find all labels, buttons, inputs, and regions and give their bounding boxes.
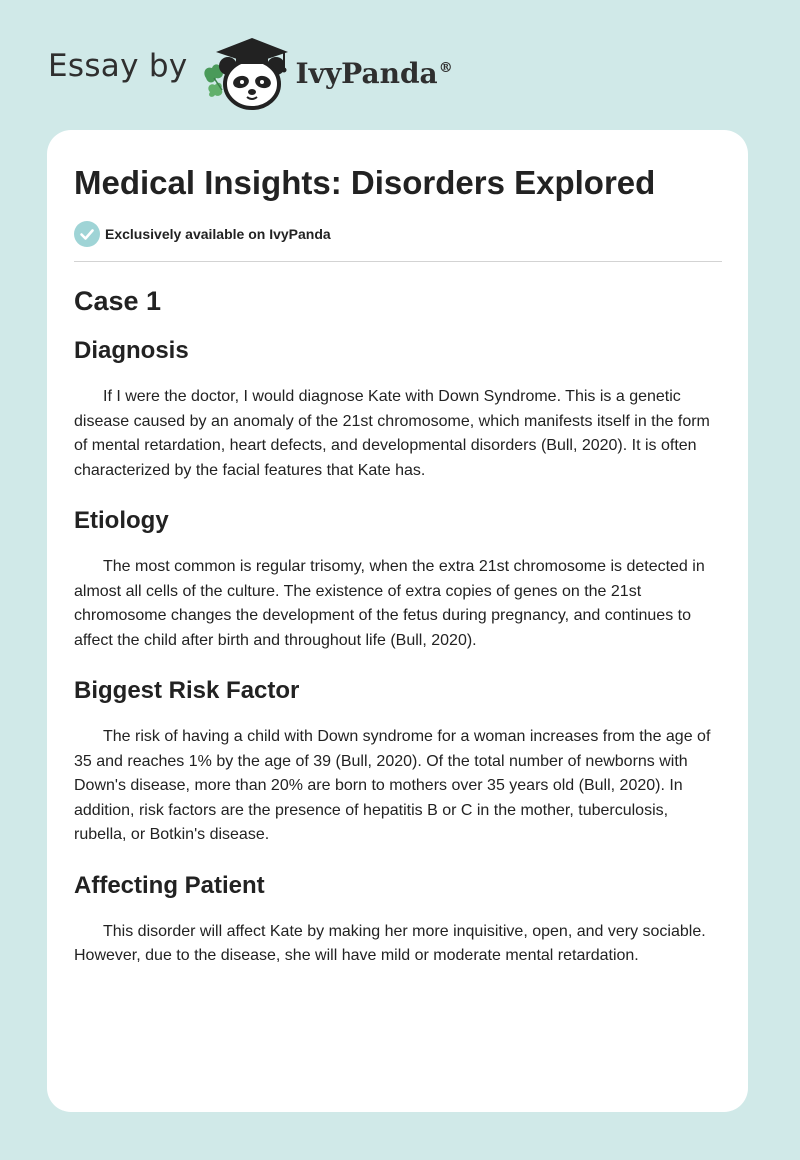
section-biggest-risk-factor bbox=[74, 675, 722, 848]
essay-card bbox=[47, 130, 748, 1112]
ivypanda-logo-icon bbox=[200, 34, 292, 110]
exclusive-badge-label: Exclusively available on IvyPanda bbox=[105, 226, 331, 242]
case-heading: Case 1 bbox=[74, 286, 162, 316]
section-heading: Etiology bbox=[74, 507, 169, 534]
section-diagnosis bbox=[74, 335, 722, 483]
essay-body bbox=[74, 283, 722, 969]
brand-name-text: IvyPanda bbox=[295, 56, 438, 90]
section-paragraph: The risk of having a child with Down syndrome for a woman increases from the age of 35 and reaches 1% by the age of 39 (Bull, 2020). Of the total number of newborns with Down's disease, more than 20% are born to mothers over 35 years old (Bull, 2020). In addition, risk factors are the presence of hepatitis B or C in the mother, tuberculosis, rubella, or Botkin's disease. bbox=[74, 728, 711, 843]
section-etiology bbox=[74, 505, 722, 653]
section-heading: Diagnosis bbox=[74, 337, 189, 364]
registered-mark: ® bbox=[438, 60, 453, 77]
section-heading: Biggest Risk Factor bbox=[74, 677, 300, 704]
title-divider bbox=[74, 261, 722, 262]
section-affecting-patient bbox=[74, 870, 722, 969]
essay-by-label: Essay by bbox=[48, 48, 188, 84]
section-paragraph: The most common is regular trisomy, when the extra 21st chromosome is detected in almost all cells of the culture. The existence of extra copies of genes on the 21st chromosome changes the development of the fetus during pregnancy, and continues to affect the child after birth and throughout life (Bull, 2020). bbox=[74, 558, 705, 649]
brand-name bbox=[296, 57, 453, 90]
page-title: Medical Insights: Disorders Explored bbox=[74, 164, 656, 201]
section-paragraph: This disorder will affect Kate by making her more inquisitive, open, and very sociable. However, due to the disease, she will have mild or moderate mental retardation. bbox=[74, 922, 706, 964]
check-badge-icon bbox=[74, 221, 100, 247]
section-paragraph: If I were the doctor, I would diagnose Kate with Down Syndrome. This is a genetic disease caused by an anomaly of the 21st chromosome, which manifests itself in the form of mental retardation, heart defects, and developmental disorders (Bull, 2020). It is often characterized by the facial features that Kate has. bbox=[74, 388, 710, 479]
brand-header[interactable] bbox=[48, 34, 453, 110]
section-heading: Affecting Patient bbox=[74, 871, 265, 899]
exclusive-badge bbox=[74, 221, 331, 247]
